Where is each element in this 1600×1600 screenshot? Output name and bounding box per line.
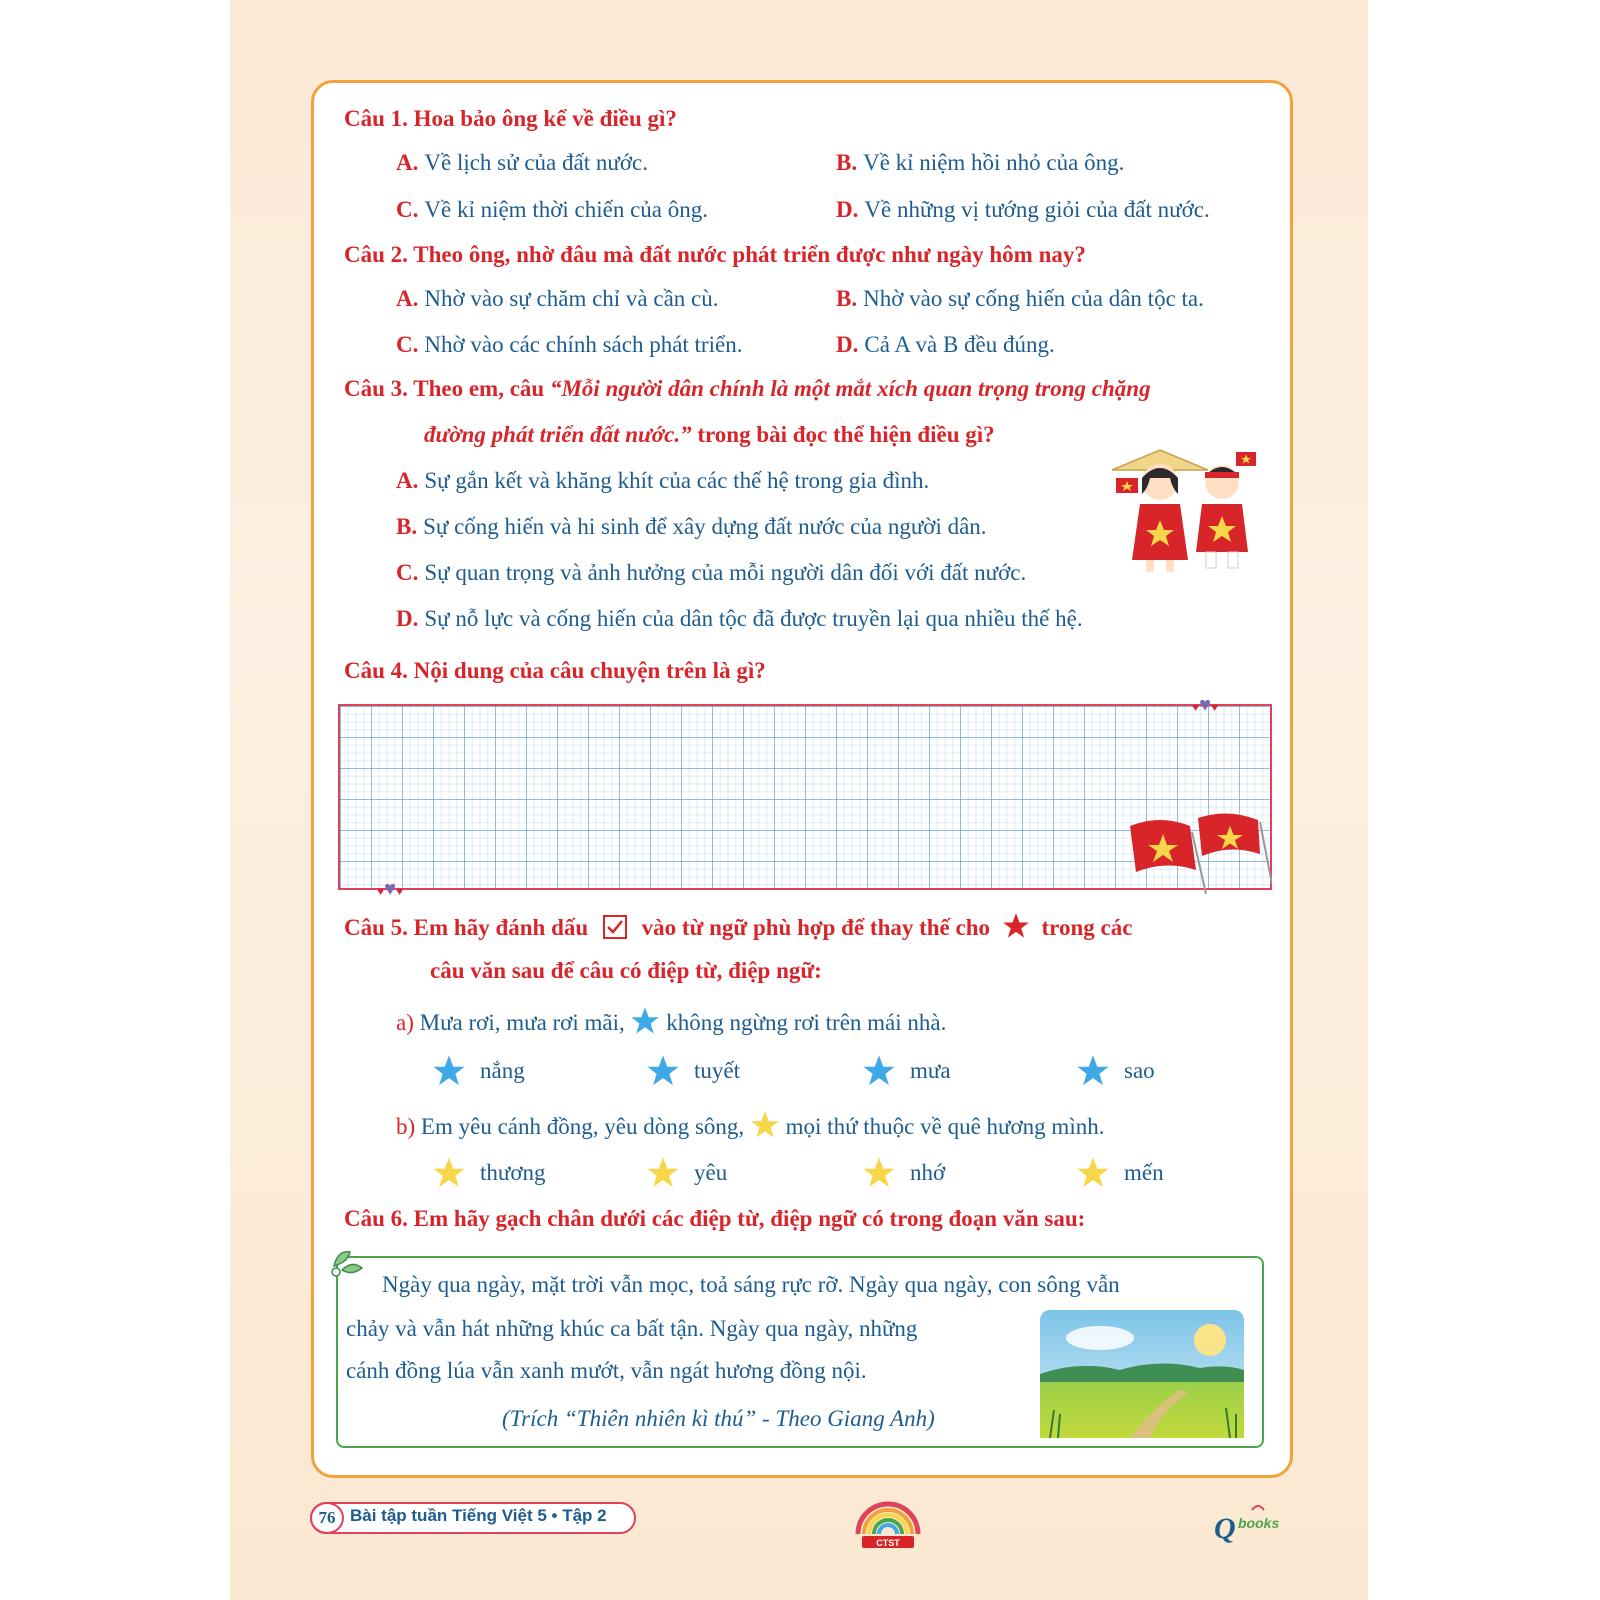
yellow-star-checkbox-icon[interactable] (432, 1156, 466, 1190)
q5b-sentence: b) Em yêu cánh đồng, yêu dòng sông, mọi thứ thuộc về quê hương mình. (396, 1110, 1104, 1140)
svg-text:Q: Q (1214, 1512, 1236, 1545)
q3-option-c[interactable]: C. Sự quan trọng và ảnh hưởng của mỗi người dân đối với đất nước. (396, 560, 1027, 585)
rice-field-landscape-image (1040, 1310, 1244, 1438)
red-star-icon (1002, 912, 1030, 940)
q2-option-c[interactable]: C. Nhờ vào các chính sách phát triển. (396, 332, 743, 357)
q5a-choice-1[interactable]: nắng (432, 1054, 525, 1088)
q4-question: Câu 4. Nội dung của câu chuyện trên là gì? (344, 658, 766, 683)
vietnam-flags-icon (1126, 812, 1272, 894)
blue-star-checkbox-icon[interactable] (646, 1054, 680, 1088)
svg-text:books: books (1238, 1515, 1280, 1531)
passage-line-1[interactable]: Ngày qua ngày, mặt trời vẫn mọc, toả sáng rực rỡ. Ngày qua ngày, con sông vẫn (382, 1272, 1120, 1297)
q3-question-line1: Câu 3. Theo em, câu “Mỗi người dân chính là một mắt xích quan trọng trong chặng (344, 376, 1151, 401)
passage-line-3[interactable]: cánh đồng lúa vẫn xanh mướt, vẫn ngát hương đồng nội. (346, 1358, 867, 1383)
q5a-choice-4[interactable]: sao (1076, 1054, 1155, 1088)
yellow-star-checkbox-icon[interactable] (646, 1156, 680, 1190)
q5a-choice-2[interactable]: tuyết (646, 1054, 740, 1088)
q1-option-b[interactable]: B. Về kỉ niệm hồi nhỏ của ông. (836, 150, 1125, 175)
q2-option-b[interactable]: B. Nhờ vào sự cống hiến của dân tộc ta. (836, 286, 1204, 311)
blue-star-checkbox-icon[interactable] (1076, 1054, 1110, 1088)
passage-line-2[interactable]: chảy và vẫn hát những khúc ca bất tận. Ngày qua ngày, những (346, 1316, 918, 1341)
q2-option-d[interactable]: D. Cả A và B đều đúng. (836, 332, 1055, 357)
yellow-star-placeholder-icon (750, 1110, 780, 1140)
q1-question: Câu 1. Hoa bảo ông kể về điều gì? (344, 106, 677, 131)
q1-option-d[interactable]: D. Về những vị tướng giỏi của đất nước. (836, 197, 1210, 222)
q5a-choice-3[interactable]: mưa (862, 1054, 951, 1088)
blue-star-checkbox-icon[interactable] (862, 1054, 896, 1088)
q3-option-a[interactable]: A. Sự gắn kết và khăng khít của các thế hệ trong gia đình. (396, 468, 930, 493)
ctst-label: CTST (876, 1538, 900, 1548)
q2-option-a[interactable]: A. Nhờ vào sự chăm chỉ và cần cù. (396, 286, 719, 311)
q1-option-c[interactable]: C. Về kỉ niệm thời chiến của ông. (396, 197, 708, 222)
yellow-star-checkbox-icon[interactable] (862, 1156, 896, 1190)
q5b-choice-3[interactable]: nhớ (862, 1156, 945, 1190)
q2-question: Câu 2. Theo ông, nhờ đâu mà đất nước phát triển được như ngày hôm nay? (344, 242, 1086, 267)
checkbox-icon (602, 914, 628, 940)
children-flags-illustration (1110, 448, 1260, 576)
q6-question: Câu 6. Em hãy gạch chân dưới các điệp từ, điệp ngữ có trong đoạn văn sau: (344, 1206, 1086, 1231)
passage-source: (Trích “Thiên nhiên kì thú” - Theo Giang Anh) (502, 1406, 935, 1431)
q3-option-d[interactable]: D. Sự nỗ lực và cống hiến của dân tộc đã được truyền lại qua nhiều thế hệ. (396, 606, 1083, 631)
q3-question-line2: đường phát triển đất nước.” trong bài đọc thể hiện điều gì? (424, 422, 995, 447)
heart-decoration-bottom-icon: ♥♥♥ (377, 878, 404, 900)
heart-decoration-top-icon: ♥♥♥ (1192, 694, 1219, 716)
blue-star-placeholder-icon (630, 1006, 660, 1036)
page-number: 76 (310, 1502, 344, 1534)
ctst-rainbow-logo (852, 1496, 924, 1554)
blue-star-checkbox-icon[interactable] (432, 1054, 466, 1088)
leaf-decoration-icon (328, 1246, 364, 1278)
qbooks-logo (1212, 1500, 1296, 1546)
q5a-sentence: a) Mưa rơi, mưa rơi mãi, không ngừng rơi trên mái nhà. (396, 1006, 946, 1036)
book-title: Bài tập tuần Tiếng Việt 5 • Tập 2 (350, 1506, 607, 1525)
q5b-choice-2[interactable]: yêu (646, 1156, 727, 1190)
q3-option-b[interactable]: B. Sự cống hiến và hi sinh để xây dựng đất nước của người dân. (396, 514, 987, 539)
q5-question-line1: Câu 5. Em hãy đánh dấu vào từ ngữ phù hợp để thay thế cho trong các (344, 912, 1132, 941)
q5b-choice-1[interactable]: thương (432, 1156, 546, 1190)
q5b-choice-4[interactable]: mến (1076, 1156, 1164, 1190)
yellow-star-checkbox-icon[interactable] (1076, 1156, 1110, 1190)
q1-option-a[interactable]: A. Về lịch sử của đất nước. (396, 150, 648, 175)
q5-question-line2: câu văn sau để câu có điệp từ, điệp ngữ: (430, 958, 822, 983)
q3-quote: “Mỗi người dân chính là một mắt xích quan trọng trong chặng (549, 376, 1151, 401)
